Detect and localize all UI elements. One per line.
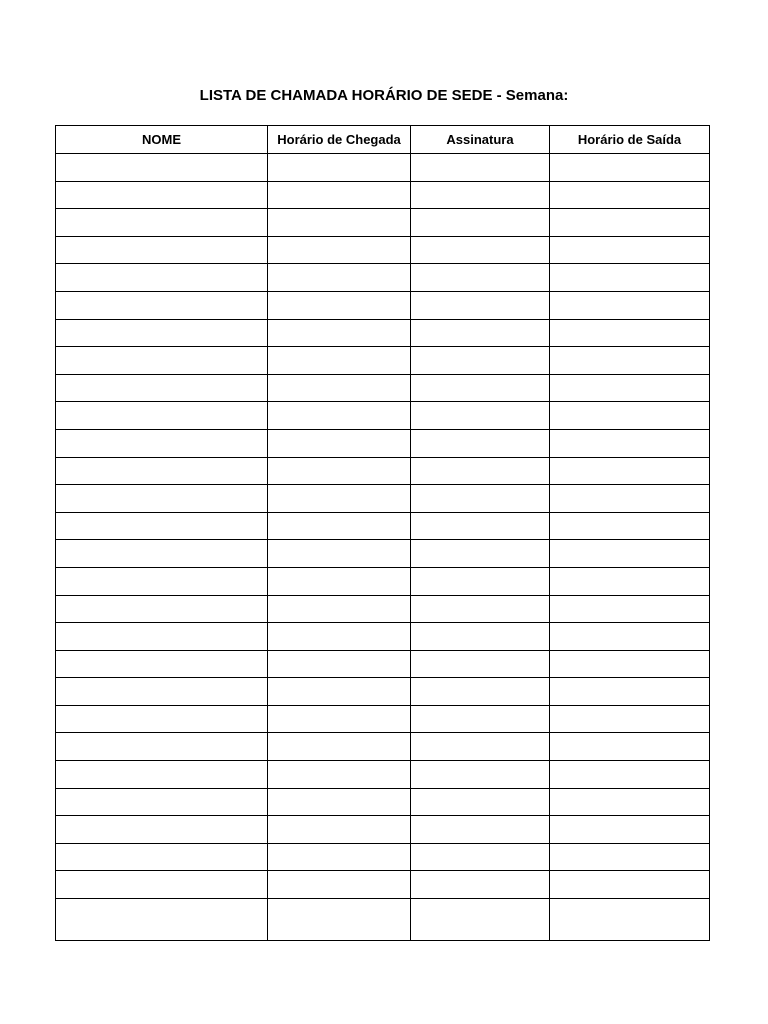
page-title: LISTA DE CHAMADA HORÁRIO DE SEDE - Semana: [199, 87, 569, 104]
cell-horario-saida[interactable] [550, 705, 710, 733]
table-row [56, 512, 710, 540]
cell-assinatura[interactable] [411, 871, 550, 899]
cell-nome[interactable] [56, 512, 268, 540]
cell-horario-chegada[interactable] [268, 871, 411, 899]
cell-horario-saida[interactable] [550, 899, 710, 941]
cell-assinatura[interactable] [411, 816, 550, 844]
cell-horario-saida[interactable] [550, 347, 710, 375]
table-row [56, 761, 710, 789]
cell-horario-chegada[interactable] [268, 512, 411, 540]
cell-horario-saida[interactable] [550, 236, 710, 264]
cell-horario-saida[interactable] [550, 374, 710, 402]
table-row [56, 705, 710, 733]
cell-horario-chegada[interactable] [268, 181, 411, 209]
cell-nome[interactable] [56, 871, 268, 899]
table-row [56, 843, 710, 871]
column-header-horario-chegada: Horário de Chegada [268, 126, 411, 154]
cell-assinatura[interactable] [411, 843, 550, 871]
cell-horario-saida[interactable] [550, 402, 710, 430]
column-header-assinatura: Assinatura [411, 126, 550, 154]
cell-horario-saida[interactable] [550, 429, 710, 457]
cell-assinatura[interactable] [411, 899, 550, 941]
cell-nome[interactable] [56, 567, 268, 595]
cell-horario-saida[interactable] [550, 209, 710, 237]
cell-nome[interactable] [56, 540, 268, 568]
cell-horario-saida[interactable] [550, 788, 710, 816]
table-row [56, 264, 710, 292]
cell-nome[interactable] [56, 264, 268, 292]
cell-horario-chegada[interactable] [268, 650, 411, 678]
cell-horario-saida[interactable] [550, 871, 710, 899]
cell-assinatura[interactable] [411, 457, 550, 485]
cell-nome[interactable] [56, 705, 268, 733]
cell-nome[interactable] [56, 457, 268, 485]
cell-horario-chegada[interactable] [268, 457, 411, 485]
cell-nome[interactable] [56, 291, 268, 319]
table-header-row [56, 126, 710, 154]
table-row [56, 236, 710, 264]
cell-nome[interactable] [56, 209, 268, 237]
cell-horario-saida[interactable] [550, 291, 710, 319]
table-row [56, 154, 710, 182]
cell-nome[interactable] [56, 485, 268, 513]
cell-horario-chegada[interactable] [268, 429, 411, 457]
cell-horario-saida[interactable] [550, 761, 710, 789]
cell-assinatura[interactable] [411, 512, 550, 540]
cell-horario-chegada[interactable] [268, 595, 411, 623]
cell-horario-saida[interactable] [550, 843, 710, 871]
cell-nome[interactable] [56, 733, 268, 761]
cell-horario-chegada[interactable] [268, 374, 411, 402]
cell-assinatura[interactable] [411, 761, 550, 789]
table-row [56, 429, 710, 457]
cell-horario-saida[interactable] [550, 678, 710, 706]
table-row [56, 678, 710, 706]
cell-horario-chegada[interactable] [268, 567, 411, 595]
cell-horario-chegada[interactable] [268, 264, 411, 292]
cell-horario-saida[interactable] [550, 816, 710, 844]
cell-horario-chegada[interactable] [268, 899, 411, 941]
cell-assinatura[interactable] [411, 705, 550, 733]
cell-nome[interactable] [56, 843, 268, 871]
cell-horario-saida[interactable] [550, 154, 710, 182]
cell-assinatura[interactable] [411, 623, 550, 651]
cell-horario-chegada[interactable] [268, 761, 411, 789]
cell-horario-chegada[interactable] [268, 705, 411, 733]
cell-assinatura[interactable] [411, 788, 550, 816]
cell-horario-chegada[interactable] [268, 540, 411, 568]
cell-assinatura[interactable] [411, 678, 550, 706]
cell-horario-saida[interactable] [550, 595, 710, 623]
table-row [56, 623, 710, 651]
cell-horario-saida[interactable] [550, 623, 710, 651]
table-row [56, 402, 710, 430]
cell-assinatura[interactable] [411, 264, 550, 292]
cell-horario-saida[interactable] [550, 733, 710, 761]
table-row [56, 871, 710, 899]
cell-nome[interactable] [56, 595, 268, 623]
table-row [56, 595, 710, 623]
cell-horario-chegada[interactable] [268, 816, 411, 844]
cell-nome[interactable] [56, 623, 268, 651]
cell-assinatura[interactable] [411, 650, 550, 678]
cell-horario-saida[interactable] [550, 650, 710, 678]
cell-horario-chegada[interactable] [268, 843, 411, 871]
table-row [56, 816, 710, 844]
table-row [56, 374, 710, 402]
table-row [56, 485, 710, 513]
cell-horario-chegada[interactable] [268, 154, 411, 182]
cell-horario-chegada[interactable] [268, 733, 411, 761]
cell-horario-saida[interactable] [550, 540, 710, 568]
cell-assinatura[interactable] [411, 429, 550, 457]
cell-nome[interactable] [56, 402, 268, 430]
table-row [56, 291, 710, 319]
cell-nome[interactable] [56, 347, 268, 375]
cell-assinatura[interactable] [411, 181, 550, 209]
cell-horario-chegada[interactable] [268, 236, 411, 264]
cell-nome[interactable] [56, 236, 268, 264]
cell-nome[interactable] [56, 816, 268, 844]
cell-horario-chegada[interactable] [268, 678, 411, 706]
table-body [56, 154, 710, 941]
cell-nome[interactable] [56, 429, 268, 457]
table-row [56, 181, 710, 209]
cell-assinatura[interactable] [411, 209, 550, 237]
cell-nome[interactable] [56, 788, 268, 816]
table-row [56, 347, 710, 375]
cell-nome[interactable] [56, 899, 268, 941]
cell-horario-chegada[interactable] [268, 347, 411, 375]
cell-horario-chegada[interactable] [268, 319, 411, 347]
cell-nome[interactable] [56, 678, 268, 706]
cell-assinatura[interactable] [411, 595, 550, 623]
cell-assinatura[interactable] [411, 540, 550, 568]
cell-nome[interactable] [56, 374, 268, 402]
cell-assinatura[interactable] [411, 154, 550, 182]
attendance-table [55, 125, 710, 941]
table-row [56, 788, 710, 816]
cell-assinatura[interactable] [411, 347, 550, 375]
cell-horario-chegada[interactable] [268, 485, 411, 513]
cell-horario-chegada[interactable] [268, 291, 411, 319]
cell-horario-chegada[interactable] [268, 209, 411, 237]
cell-assinatura[interactable] [411, 374, 550, 402]
table-row [56, 457, 710, 485]
cell-assinatura[interactable] [411, 319, 550, 347]
table-row [56, 209, 710, 237]
cell-horario-chegada[interactable] [268, 788, 411, 816]
cell-assinatura[interactable] [411, 733, 550, 761]
cell-nome[interactable] [56, 181, 268, 209]
cell-horario-saida[interactable] [550, 457, 710, 485]
column-header-nome: NOME [56, 126, 268, 154]
cell-assinatura[interactable] [411, 402, 550, 430]
cell-nome[interactable] [56, 154, 268, 182]
cell-assinatura[interactable] [411, 567, 550, 595]
cell-horario-chegada[interactable] [268, 402, 411, 430]
table-row [56, 319, 710, 347]
cell-horario-saida[interactable] [550, 485, 710, 513]
cell-nome[interactable] [56, 761, 268, 789]
cell-horario-saida[interactable] [550, 512, 710, 540]
cell-assinatura[interactable] [411, 236, 550, 264]
cell-horario-saida[interactable] [550, 264, 710, 292]
table-row [56, 733, 710, 761]
table-row [56, 650, 710, 678]
column-header-horario-saida: Horário de Saída [550, 126, 710, 154]
table-row [56, 540, 710, 568]
table-row [56, 899, 710, 941]
table-row [56, 567, 710, 595]
cell-nome[interactable] [56, 650, 268, 678]
cell-assinatura[interactable] [411, 485, 550, 513]
cell-nome[interactable] [56, 319, 268, 347]
cell-horario-saida[interactable] [550, 181, 710, 209]
cell-horario-saida[interactable] [550, 319, 710, 347]
cell-horario-saida[interactable] [550, 567, 710, 595]
cell-assinatura[interactable] [411, 291, 550, 319]
cell-horario-chegada[interactable] [268, 623, 411, 651]
